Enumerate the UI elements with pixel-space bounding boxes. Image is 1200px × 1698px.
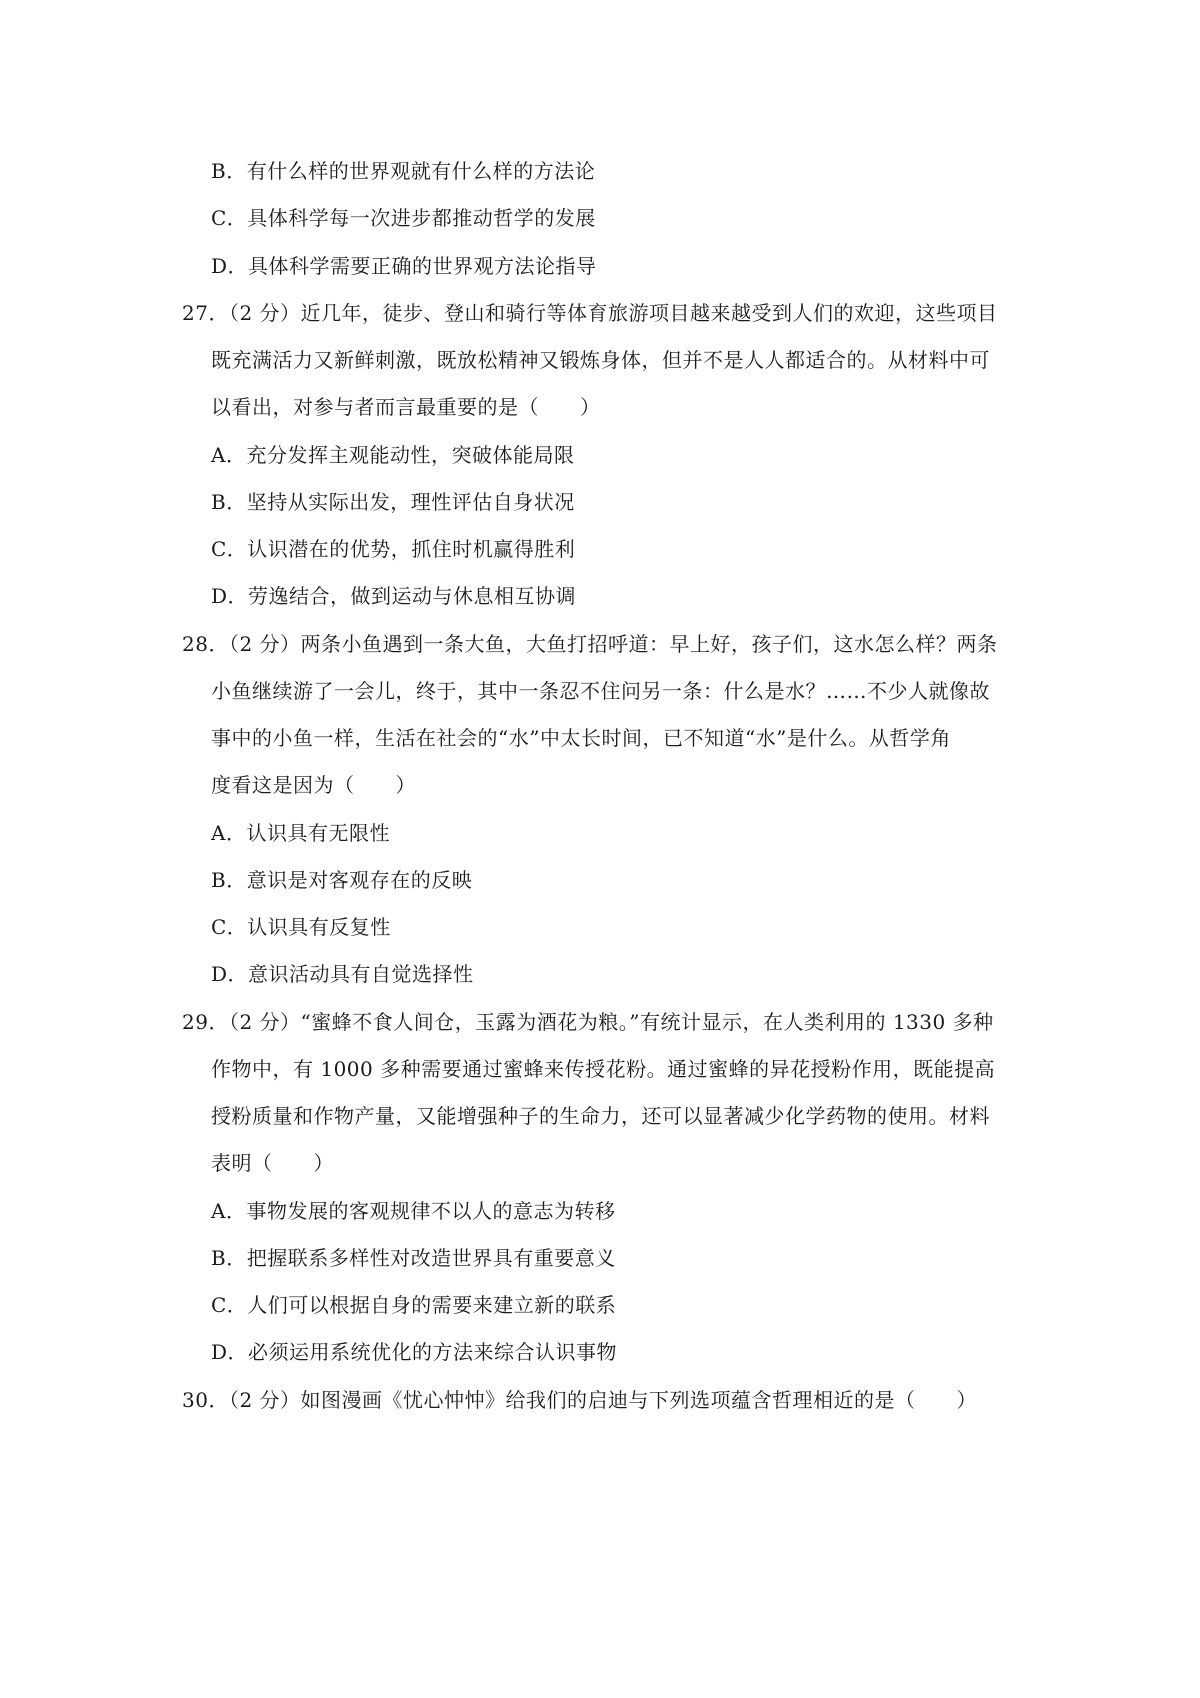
q28-option-d: D．意识活动具有自觉选择性 xyxy=(211,962,474,986)
q29-option-c: C．人们可以根据自身的需要来建立新的联系 xyxy=(211,1293,617,1317)
q29-option-b: B．把握联系多样性对改造世界具有重要意义 xyxy=(211,1246,616,1270)
q28-line-3: 事中的小鱼一样，生活在社会的“水”中太长时间，已不知道“水”是什么。从哲学角 xyxy=(211,726,951,750)
q27-option-a: A．充分发挥主观能动性，突破体能局限 xyxy=(211,443,575,467)
q28-line-1: 28．（2 分）两条小鱼遇到一条大鱼，大鱼打招呼道：早上好，孩子们，这水怎么样？两条 xyxy=(182,632,998,656)
q28-option-a: A．认识具有无限性 xyxy=(211,821,390,845)
q29-option-a: A．事物发展的客观规律不以人的意志为转移 xyxy=(211,1199,616,1223)
q28-option-c: C．认识具有反复性 xyxy=(211,915,391,939)
q29-line-1: 29．（2 分）“蜜蜂不食人间仓，玉露为酒花为粮。”有统计显示，在人类利用的 1330 多种 xyxy=(182,1010,994,1034)
q27-line-2: 既充满活力又新鲜刺激，既放松精神又锻炼身体，但并不是人人都适合的。从材料中可 xyxy=(211,348,990,372)
q27-option-d: D．劳逸结合，做到运动与休息相互协调 xyxy=(211,584,577,608)
q28-option-b: B．意识是对客观存在的反映 xyxy=(211,868,473,892)
q27-option-b: B．坚持从实际出发，理性评估自身状况 xyxy=(211,490,575,514)
q28-line-2: 小鱼继续游了一会儿，终于，其中一条忍不住问另一条：什么是水？……不少人就像故 xyxy=(211,679,990,703)
prev-option-c: C．具体科学每一次进步都推动哲学的发展 xyxy=(211,206,596,230)
prev-option-d: D．具体科学需要正确的世界观方法论指导 xyxy=(211,254,597,278)
q28-line-4: 度看这是因为（ ） xyxy=(211,773,416,797)
q27-line-1: 27．（2 分）近几年，徒步、登山和骑行等体育旅游项目越来越受到人们的欢迎，这些项目 xyxy=(182,301,998,325)
q29-option-d: D．必须运用系统优化的方法来综合认识事物 xyxy=(211,1340,618,1364)
q29-line-3: 授粉质量和作物产量，又能增强种子的生命力，还可以显著减少化学药物的使用。材料 xyxy=(211,1104,990,1128)
q29-line-2: 作物中，有 1000 多种需要通过蜜蜂来传授花粉。通过蜜蜂的异花授粉作用，既能提高 xyxy=(211,1057,996,1081)
q29-line-4: 表明（ ） xyxy=(211,1151,334,1175)
q27-option-c: C．认识潜在的优势，抓住时机赢得胜利 xyxy=(211,537,576,561)
q30-line-1: 30．（2 分）如图漫画《忧心忡忡》给我们的启迪与下列选项蕴含哲理相近的是（ ） xyxy=(182,1388,978,1412)
q27-line-3: 以看出，对参与者而言最重要的是（ ） xyxy=(211,395,601,419)
prev-option-b: B．有什么样的世界观就有什么样的方法论 xyxy=(211,159,596,183)
